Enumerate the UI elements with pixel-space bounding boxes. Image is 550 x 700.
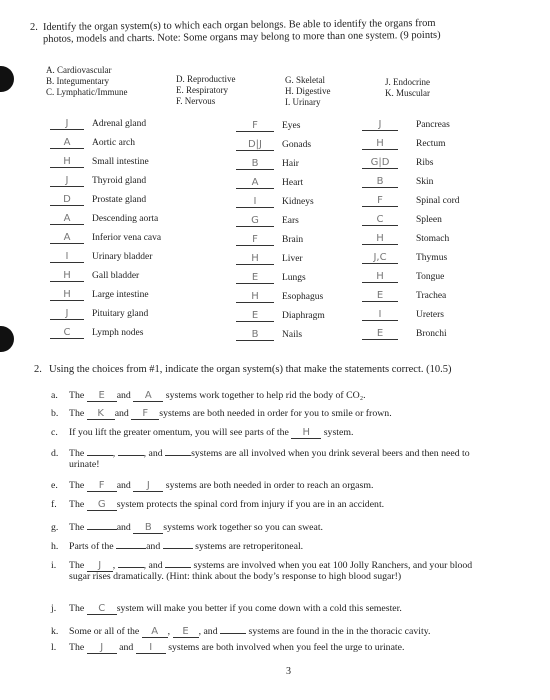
system-f: F. Nervous [176, 96, 216, 106]
answer-blank[interactable]: H [50, 156, 84, 168]
statement-k: k. Some or all of the A , E , and systems are found in the in the thoracic cavity. [51, 622, 430, 638]
answer-g-1[interactable] [87, 518, 117, 530]
system-c: C. Lymphatic/Immune [46, 87, 128, 97]
answer-f-1[interactable]: G [87, 499, 117, 511]
organ-label: Large intestine [92, 290, 149, 300]
statement-l: l. The J and I systems are both involved when you feel the urge to urinate. [51, 642, 405, 653]
organ-label: Skin [416, 177, 434, 187]
answer-e-1[interactable]: F [87, 480, 117, 492]
organ-label: Tongue [416, 272, 445, 282]
answer-blank[interactable]: F [236, 234, 274, 246]
system-k: K. Muscular [385, 88, 430, 98]
answer-h-2[interactable] [163, 537, 193, 549]
organ-label: Prostate gland [92, 195, 147, 205]
hole-punch-top [0, 66, 14, 92]
statement-i: i. The J , , and systems are involved when you eat 100 Jolly Ranchers, and your blood [51, 556, 472, 572]
organ-label: Brain [282, 235, 304, 245]
answer-blank[interactable]: E [236, 310, 274, 322]
answer-a-1[interactable]: E [87, 390, 117, 402]
organ-label: Esophagus [282, 292, 324, 302]
organ-label: Lungs [282, 273, 306, 283]
organ-label: Gonads [282, 140, 312, 150]
statement-e: e. The F and J systems are both needed in order to reach an orgasm. [51, 480, 374, 491]
organ-label: Small intestine [92, 157, 149, 167]
answer-i-3[interactable] [165, 556, 191, 568]
organ-label: Ureters [416, 310, 444, 320]
answer-blank[interactable]: J [50, 308, 84, 320]
answer-k-2[interactable]: E [173, 626, 199, 638]
answer-blank[interactable]: I [236, 196, 274, 208]
question-2-intro: Using the choices from #1, indicate the organ system(s) that make the statements correct. (10.5) [49, 364, 452, 375]
system-j: J. Endocrine [385, 77, 430, 87]
organ-label: Rectum [416, 139, 446, 149]
answer-blank[interactable]: F [236, 120, 274, 132]
answer-h-1[interactable] [116, 537, 146, 549]
answer-blank[interactable]: B [362, 176, 398, 188]
answer-blank[interactable]: B [236, 158, 274, 170]
answer-d-3[interactable] [165, 444, 191, 456]
organ-label: Bronchi [416, 329, 447, 339]
statement-d-continued: urinate! [69, 459, 100, 470]
answer-blank[interactable]: H [362, 138, 398, 150]
answer-blank[interactable]: D [50, 194, 84, 206]
answer-a-2[interactable]: A [133, 390, 163, 402]
organ-label: Urinary bladder [92, 252, 153, 262]
answer-d-2[interactable] [118, 444, 144, 456]
answer-blank[interactable]: G|D [362, 157, 398, 169]
answer-blank[interactable]: H [362, 233, 398, 245]
organ-label: Ears [282, 216, 299, 226]
answer-blank[interactable]: A [50, 137, 84, 149]
answer-b-2[interactable]: F [131, 408, 159, 420]
page-number: 3 [286, 666, 291, 677]
system-g: G. Skeletal [285, 75, 325, 85]
statement-g: g. The and B systems work together so you can sweat. [51, 518, 323, 534]
organ-label: Ribs [416, 158, 434, 168]
question-1-line-1: Identify the organ system(s) to which each organ belongs. Be able to identify the organs from [42, 17, 436, 33]
answer-blank[interactable]: J,C [362, 252, 398, 264]
system-d: D. Reproductive [176, 74, 236, 84]
answer-blank[interactable]: H [50, 270, 84, 282]
organ-label: Pancreas [416, 120, 450, 130]
organ-label: Eyes [282, 121, 301, 131]
answer-j-1[interactable]: C [87, 603, 117, 615]
organ-label: Heart [282, 178, 304, 188]
answer-i-2[interactable] [118, 556, 144, 568]
answer-e-2[interactable]: J [133, 480, 163, 492]
answer-blank[interactable]: I [50, 251, 84, 263]
organ-label: Aortic arch [92, 138, 135, 148]
statement-b: b. The K and F systems are both needed in order for you to smile or frown. [51, 408, 392, 419]
answer-blank[interactable]: A [50, 232, 84, 244]
statement-a: a. The E and A systems work together to help rid the body of CO₂. [51, 390, 366, 401]
organ-label: Thyroid gland [92, 176, 147, 186]
organ-label: Pituitary gland [92, 309, 149, 319]
hole-punch-middle [0, 326, 14, 352]
system-a: A. Cardiovascular [46, 65, 112, 75]
organ-label: Adrenal gland [92, 119, 147, 129]
organ-label: Gall bladder [92, 271, 140, 281]
answer-blank[interactable]: B [236, 329, 274, 341]
answer-blank[interactable]: I [362, 309, 398, 321]
answer-blank[interactable]: J [50, 118, 84, 130]
answer-blank[interactable]: H [50, 289, 84, 301]
organ-label: Diaphragm [282, 311, 325, 321]
statement-c: c. If you lift the greater omentum, you will see parts of the H system. [51, 427, 354, 438]
organ-label: Kidneys [282, 197, 314, 207]
statement-f: f. The G system protects the spinal cord from injury if you are in an accident. [51, 499, 385, 510]
answer-d-1[interactable] [87, 444, 113, 456]
organ-label: Trachea [416, 291, 447, 301]
organ-label: Spinal cord [416, 196, 460, 206]
answer-blank[interactable]: C [50, 327, 84, 339]
organ-label: Lymph nodes [92, 328, 144, 338]
answer-blank[interactable]: A [236, 177, 274, 189]
answer-l-2[interactable]: I [136, 642, 166, 654]
answer-blank[interactable]: J [362, 119, 398, 131]
statement-d: d. The , , and systems are all involved when you drink several beers and then need to [51, 444, 470, 459]
answer-k-1[interactable]: A [142, 626, 168, 638]
system-h: H. Digestive [285, 86, 331, 96]
answer-c-1[interactable]: H [291, 427, 321, 439]
organ-label: Nails [282, 330, 303, 340]
answer-blank[interactable]: H [236, 291, 274, 303]
answer-blank[interactable]: E [236, 272, 274, 284]
organ-label: Stomach [416, 234, 450, 244]
answer-l-1[interactable]: J [87, 642, 117, 654]
question-1-line-2: photos, models and charts. Note: Some organs may belong to more than one system. (9 points) [42, 29, 441, 45]
answer-blank[interactable]: G [236, 215, 274, 227]
answer-blank[interactable]: E [362, 290, 398, 302]
answer-blank[interactable]: H [362, 271, 398, 283]
system-b: B. Integumentary [46, 76, 109, 86]
answer-blank[interactable]: F [362, 195, 398, 207]
statement-i-continued: sugar rises dramatically. (Hint: think about the body’s response to high blood sugar!) [69, 571, 402, 582]
answer-i-1[interactable]: J [87, 560, 113, 572]
statement-j: j. The C system will make you better if you come down with a cold this semester. [51, 603, 402, 614]
question-2-number: 2. [34, 364, 42, 375]
answer-k-3[interactable] [220, 622, 246, 634]
answer-blank[interactable]: D|J [236, 139, 274, 151]
answer-g-2[interactable]: B [133, 522, 163, 534]
system-e: E. Respiratory [176, 85, 228, 95]
question-1-number: 2. [30, 22, 38, 33]
answer-blank[interactable]: A [50, 213, 84, 225]
answer-blank[interactable]: J [50, 175, 84, 187]
answer-blank[interactable]: H [236, 253, 274, 265]
organ-label: Spleen [416, 215, 442, 225]
answer-blank[interactable]: E [362, 328, 398, 340]
system-i: I. Urinary [285, 97, 321, 107]
answer-blank[interactable]: C [362, 214, 398, 226]
answer-b-1[interactable]: K [87, 408, 115, 420]
statement-h: h. Parts of the and systems are retroperitoneal. [51, 537, 303, 552]
organ-label: Descending aorta [92, 214, 159, 224]
organ-label: Hair [282, 159, 299, 169]
organ-label: Thymus [416, 253, 448, 263]
organ-label: Inferior vena cava [92, 233, 162, 243]
organ-label: Liver [282, 254, 303, 264]
